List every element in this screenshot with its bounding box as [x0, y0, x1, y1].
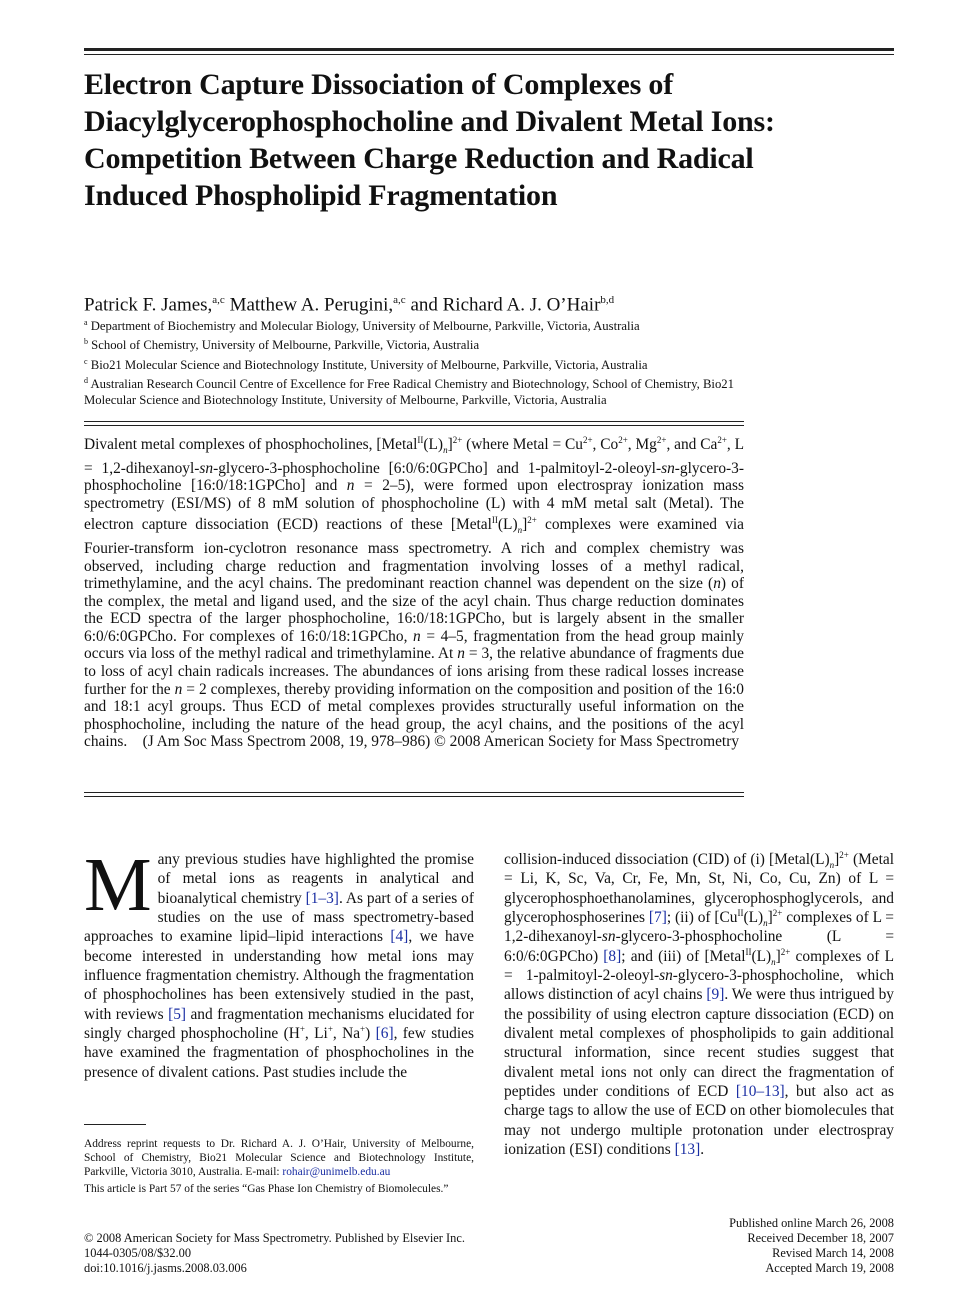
abstract-top-rule-1 — [84, 421, 744, 422]
citation-link[interactable]: [10–13] — [735, 1083, 785, 1101]
affil-mark: a — [84, 318, 88, 327]
citation-link[interactable]: [13] — [674, 1141, 701, 1159]
author-affil-mark: b,d — [600, 294, 615, 306]
email-link[interactable]: rohair@unimelb.edu.au — [282, 1166, 391, 1179]
author-affil-mark: a,c — [393, 294, 406, 306]
author-list — [84, 288, 784, 317]
citation-link[interactable]: [9] — [706, 986, 725, 1004]
affil-text: School of Chemistry, University of Melbourne, Parkville, Victoria, Australia — [91, 338, 480, 353]
body-column-left: Many previous studies have highlighted the promise of metal ions as reagents in analytical and bioanalytical chemistry [1–3]. As part of a series of studies on the use of mass spectrometry-based approaches to examine lipid–lipid interactions [4], we have become interested in understanding how metal ions may influence fragmentation chemistry. Although the fragmentation of phosphocholines has been extensively studied in the past, with reviews [5] and fragmentation mechanisms elucidated for singly charged phosphocholine (H+, Li+, Na+) [6], few studies have examined the fragmentation of phosphocholines in the presence of divalent cations. Past studies include the — [84, 843, 474, 1081]
affil-text: Australian Research Council Centre of Excellence for Free Radical Chemistry and Biotechnology, School of Chemistry, Bio21 Molecular Science and Biotechnology Institute, University of Melbourne, Parkville, Victoria, Australia — [84, 377, 734, 407]
citation-link[interactable]: [1–3] — [305, 889, 339, 907]
abstract-bottom-rule-1 — [84, 792, 744, 793]
revised-date: Revised March 14, 2008 — [772, 1246, 894, 1260]
affil-mark: b — [84, 337, 88, 347]
accepted-date: Accepted March 19, 2008 — [765, 1261, 894, 1275]
published-date: Published online March 26, 2008 — [729, 1216, 894, 1230]
citation-link[interactable]: [7] — [648, 909, 667, 927]
paper-title: Electron Capture Dissociation of Complexes of Diacylglycerophosphocholine and Divalent Metal Ions: Competition Between Charge Reduction and Radical Induced Phospholipid Fragmentation — [84, 68, 775, 212]
author-affil-mark: a,c — [212, 294, 225, 306]
author-name: Patrick F. James, — [84, 294, 213, 316]
affil-mark: d — [84, 376, 88, 386]
abstract-top-rule-2 — [84, 425, 744, 426]
copyright-line: © 2008 American Society for Mass Spectrometry. Published by Elsevier Inc. — [84, 1231, 465, 1245]
abstract-citation: (J Am Soc Mass Spectrom 2008, 19, 978–986) © 2008 American Society for Mass Spectrometry — [142, 733, 740, 751]
citation-link[interactable]: [6] — [375, 1025, 394, 1043]
issn-line: 1044-0305/08/$32.00 — [84, 1246, 192, 1260]
author-name: Matthew A. Perugini, — [229, 294, 394, 316]
article-dates — [594, 1216, 894, 1276]
doi-line: doi:10.1016/j.jasms.2008.03.006 — [84, 1261, 247, 1275]
abstract: Divalent metal complexes of phosphocholines, $[Metal^{II}(L)_n]^{2+}$ (where Metal = $Cu^{2+}$, $Co^{2+}$, $Mg^{2+}$, and $Ca^{2+}$, L = 1,2-dihexanoyl-sn-glycero-3-phosphocholine [6:0/6:0GPCho] and 1-palmitoyl-2-oleoyl-sn-glycero-3-phosphocholine [16:0/18:1GPCho] and n = 2–5), were formed upon electrospray ionization mass spectrometry (ESI/MS) of 8 mM solution of phosphocholine (L) with 4 mM metal salt (Metal). The electron capture dissociation (ECD) reactions of these $[Metal^{II}(L)_n]^{2+}$ complexes were examined via Fourier-transform ion-cyclotron resonance mass spectrometry. A rich and complex chemistry was observed, including charge reduction and fragmentation involving losses of a methyl radical, trimethylamine, and the acyl chains. The predominant reaction channel was dependent on the size (n) of the complex, the metal and ligand used, and the size of the acyl chain. Thus charge reduction dominates the ECD spectra of the larger phosphocholine, 16:0/18:1GPCho, but is largely absent in the smaller 6:0/6:0GPCho. For complexes of 16:0/18:1GPCho, n = 4–5, fragmentation from the head group mainly occurs via loss of the methyl radical and trimethylamine. At n = 3, the relative abundance of fragments due to loss of acyl chain radicals increases. The abundances of ions arising from these radical losses increase further for the n = 2 complexes, thereby providing information on the composition and position of the 16:0 and 18:1 acyl groups. Thus ECD of metal complexes provides structurally useful information on the phosphocholine, including the nature of the head group, the acyl chains, and the positions of the acyl chains. (J Am Soc Mass Spectrom 2008, 19, 978–986) © 2008 American Society for Mass Spectrometry — [84, 435, 745, 751]
series-note: This article is Part 57 of the series “Gas Phase Ion Chemistry of Biomolecules.” — [84, 1182, 449, 1195]
affil-mark: c — [84, 356, 88, 366]
footnote-separator — [84, 1124, 146, 1125]
affiliation-item — [84, 373, 744, 408]
dropcap: M — [84, 843, 152, 927]
affil-text: Bio21 Molecular Science and Biotechnology Institute, University of Melbourne, Parkville, Victoria, Australia — [90, 358, 648, 373]
footnote: Address reprint requests to Dr. Richard A. J. O’Hair, University of Melbourne, School of Chemistry, Bio21 Molecular Science and Biotechnology Institute, Parkville, Victoria 3010, Australia. E-mail: rohair@unimelb.edu.au This article is Part 57 of the series “Gas Phase Ion Chemistry of Biomolecules.” — [84, 1138, 474, 1195]
top-rule-thin — [84, 54, 894, 55]
affiliation-item — [84, 334, 744, 353]
author-name: and Richard A. J. O’Hair — [410, 294, 601, 316]
received-date: Received December 18, 2007 — [747, 1231, 894, 1245]
citation-link[interactable]: [8] — [603, 947, 622, 965]
copyright-block — [84, 1231, 564, 1276]
citation-link[interactable]: [5] — [168, 1005, 187, 1023]
affil-text: Department of Biochemistry and Molecular Biology, University of Melbourne, Parkville, Victoria, Australia — [90, 319, 640, 334]
citation-link[interactable]: [4] — [390, 928, 409, 946]
top-rule-thick — [84, 48, 894, 51]
affiliation-item — [84, 315, 744, 334]
affiliation-item — [84, 354, 744, 373]
affiliations — [84, 315, 744, 408]
abstract-bottom-rule-2 — [84, 796, 744, 797]
body-column-right: collision-induced dissociation (CID) of (i) $[Metal(L)_n]^{2+}$ (Metal = Li, K, Sc, Va, Cr, Fe, Mn, St, Ni, Co, Cu, Zn) of L = glycerophosphoethanolamines, glycerophosphoglycerols, and glycerophosphoserines [7]; (ii) of $[Cu^{II}(L)_n]^{2+}$ complexes of L = 1,2-dihexanoyl-sn-glycero-3-phosphocholine (L = 6:0/6:0GPCho) [8]; and (iii) of $[Metal^{II}(L)_n]^{2+}$ complexes of L = 1-palmitoyl-2-oleoyl-sn-glycero-3-phosphocholine, which allows distinction of acyl chains [9]. We were thus intrigued by the possibility of using electron capture dissociation (ECD) on divalent metal complexes of phospholipids to gain additional structural information, since recent studies suggest that divalent metal ions not only can direct the fragmentation of peptides under conditions of ECD [10–13], but also act as charge tags to allow the use of ECD on other biomolecules that may not undergo multiple protonation under electrospray ionization (ESI) conditions [13]. — [504, 849, 894, 1159]
